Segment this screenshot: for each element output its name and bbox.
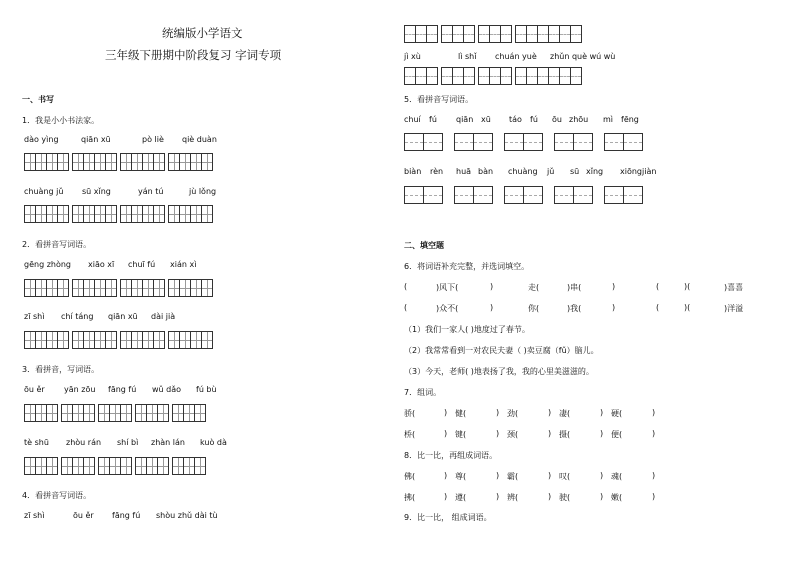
q6-label: 6．将词语补充完整，并选词填空。	[404, 262, 530, 271]
section-fill-blank: 二、填空题	[404, 241, 444, 250]
q2-grid-row1[interactable]	[24, 279, 212, 297]
q4-label: 4．看拼音写词语。	[22, 491, 92, 500]
q1-grid-row1[interactable]	[24, 153, 212, 171]
q2-label: 2．看拼音写词语。	[22, 240, 92, 249]
doc-subtitle: 三年级下册期中阶段复习 字词专项	[105, 48, 282, 62]
q1-label: 1．我是小小书法家。	[22, 116, 100, 125]
q8-label: 8．比一比，再组成词语。	[404, 451, 498, 460]
q1-grid-row2[interactable]	[24, 205, 212, 223]
q3-grid-row1[interactable]	[24, 404, 205, 422]
q4-grid-row1[interactable]	[404, 25, 581, 43]
q6-sentence-3: （3）今天，老师( )地表扬了我，我的心里美滋滋的。	[404, 367, 594, 376]
q5-grid-row2[interactable]	[404, 186, 642, 204]
q3-grid-row2[interactable]	[24, 457, 205, 475]
q6-sentence-2: （2）我常常看到一对农民夫妻（ )卖豆腐（fǔ）脑儿。	[404, 346, 599, 355]
q5-grid-row1[interactable]	[404, 133, 642, 151]
q4-grid-row2[interactable]	[404, 67, 581, 85]
q7-label: 7．组词。	[404, 388, 442, 397]
section-writing: 一、书写	[22, 95, 54, 104]
q9-label: 9．比一比， 组成词语。	[404, 513, 492, 522]
doc-title: 统编版小学语文	[162, 26, 243, 40]
q3-label: 3．看拼音，写词语。	[22, 365, 100, 374]
q6-sentence-1: （1）我们一家人( )地度过了春节。	[404, 325, 530, 334]
q5-label: 5．看拼音写词语。	[404, 95, 474, 104]
q2-grid-row2[interactable]	[24, 331, 212, 349]
